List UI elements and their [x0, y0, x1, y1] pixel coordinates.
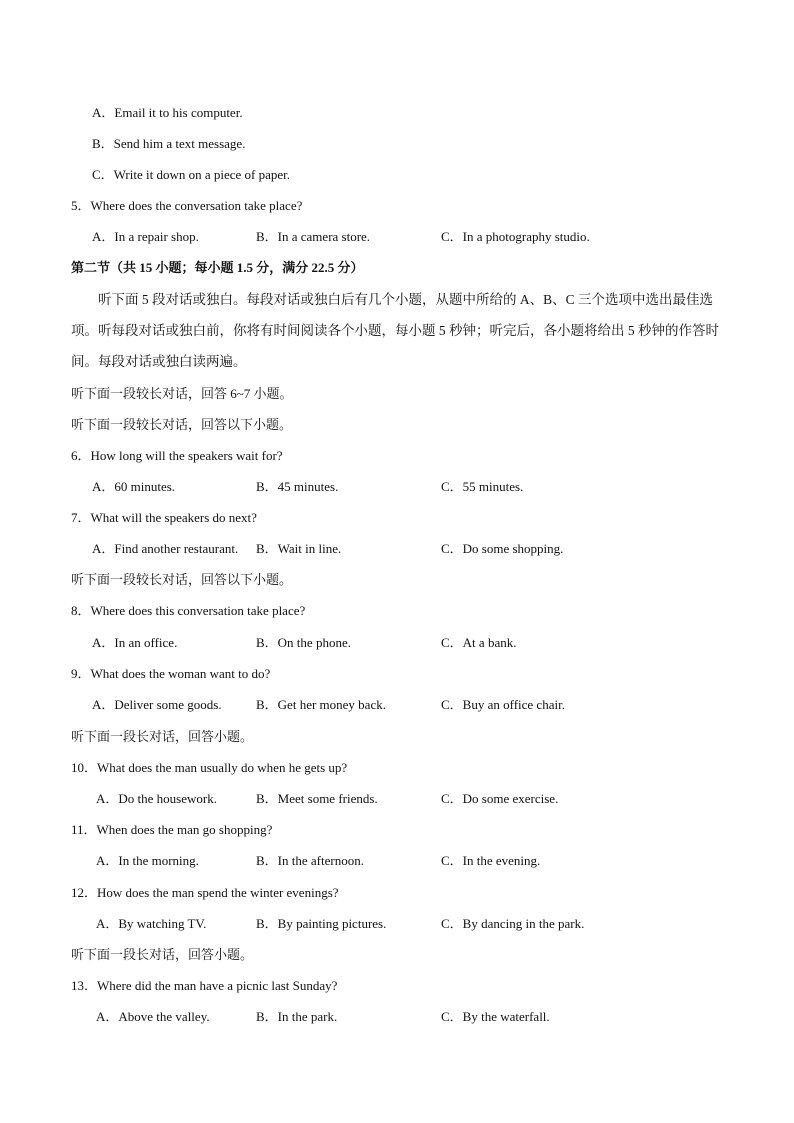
q5-option-b: B．In a camera store.: [256, 229, 371, 244]
section2-heading: 第二节（共 15 小题；每小题 1.5 分，满分 22.5 分）: [71, 260, 364, 275]
q7-option-a: A．Find another restaurant.: [92, 541, 239, 556]
prompt-6-7: 听下面一段较长对话，回答 6~7 小题。: [71, 386, 293, 401]
q10-option-c: C．Do some exercise.: [441, 791, 559, 806]
q10-option-b: B．Meet some friends.: [256, 791, 378, 806]
q6-question: 6．How long will the speakers wait for?: [71, 448, 283, 463]
prompt-long-dialogue-2: 听下面一段长对话，回答小题。: [71, 947, 254, 962]
q4-option-b: B．Send him a text message.: [92, 136, 246, 151]
q10-option-a: A．Do the housework.: [96, 791, 217, 806]
q8-option-a: A．In an office.: [92, 635, 178, 650]
q12-option-a: A．By watching TV.: [96, 916, 207, 931]
q12-question: 12．How does the man spend the winter evenings?: [71, 885, 339, 900]
q13-option-c: C．By the waterfall.: [441, 1009, 550, 1024]
q8-option-b: B．On the phone.: [256, 635, 351, 650]
q5-question: 5．Where does the conversation take place?: [71, 198, 303, 213]
prompt-long-dialogue: 听下面一段长对话，回答小题。: [71, 729, 254, 744]
q10-question: 10．What does the man usually do when he gets up?: [71, 760, 348, 775]
q11-option-b: B．In the afternoon.: [256, 853, 364, 868]
q6-option-a: A．60 minutes.: [92, 479, 176, 494]
q7-option-b: B．Wait in line.: [256, 541, 342, 556]
q9-option-b: B．Get her money back.: [256, 697, 386, 712]
q13-question: 13．Where did the man have a picnic last Sunday?: [71, 978, 338, 993]
q11-question: 11．When does the man go shopping?: [71, 822, 273, 837]
q6-option-b: B．45 minutes.: [256, 479, 339, 494]
q7-option-c: C．Do some shopping.: [441, 541, 564, 556]
q9-option-c: C．Buy an office chair.: [441, 697, 565, 712]
q12-option-b: B．By painting pictures.: [256, 916, 387, 931]
section2-instructions: [71, 284, 723, 377]
q7-question: 7．What will the speakers do next?: [71, 510, 257, 525]
prompt-following-2: 听下面一段较长对话，回答以下小题。: [71, 572, 293, 587]
q13-option-b: B．In the park.: [256, 1009, 338, 1024]
q6-option-c: C．55 minutes.: [441, 479, 524, 494]
q12-option-c: C．By dancing in the park.: [441, 916, 585, 931]
q9-question: 9．What does the woman want to do?: [71, 666, 271, 681]
q4-option-c: C．Write it down on a piece of paper.: [92, 167, 291, 182]
q9-option-a: A．Deliver some goods.: [92, 697, 222, 712]
q5-option-c: C．In a photography studio.: [441, 229, 590, 244]
q5-option-a: A．In a repair shop.: [92, 229, 199, 244]
instructions-text: 听下面 5 段对话或独白。每段对话或独白后有几个小题，从题中所给的 A、B、C 三个选项中选出最佳选项。听每段对话或独白前，你将有时间阅读各个小题，每小题 5 秒钟；听完后，各小题将给出 5 秒钟的作答时间。每段对话或独白读两遍。: [71, 292, 719, 369]
q8-question: 8．Where does this conversation take place?: [71, 603, 306, 618]
q11-option-a: A．In the morning.: [96, 853, 199, 868]
q11-option-c: C．In the evening.: [441, 853, 541, 868]
q4-option-a: A．Email it to his computer.: [92, 105, 243, 120]
prompt-following: 听下面一段较长对话，回答以下小题。: [71, 417, 293, 432]
q13-option-a: A．Above the valley.: [96, 1009, 210, 1024]
q8-option-c: C．At a bank.: [441, 635, 517, 650]
